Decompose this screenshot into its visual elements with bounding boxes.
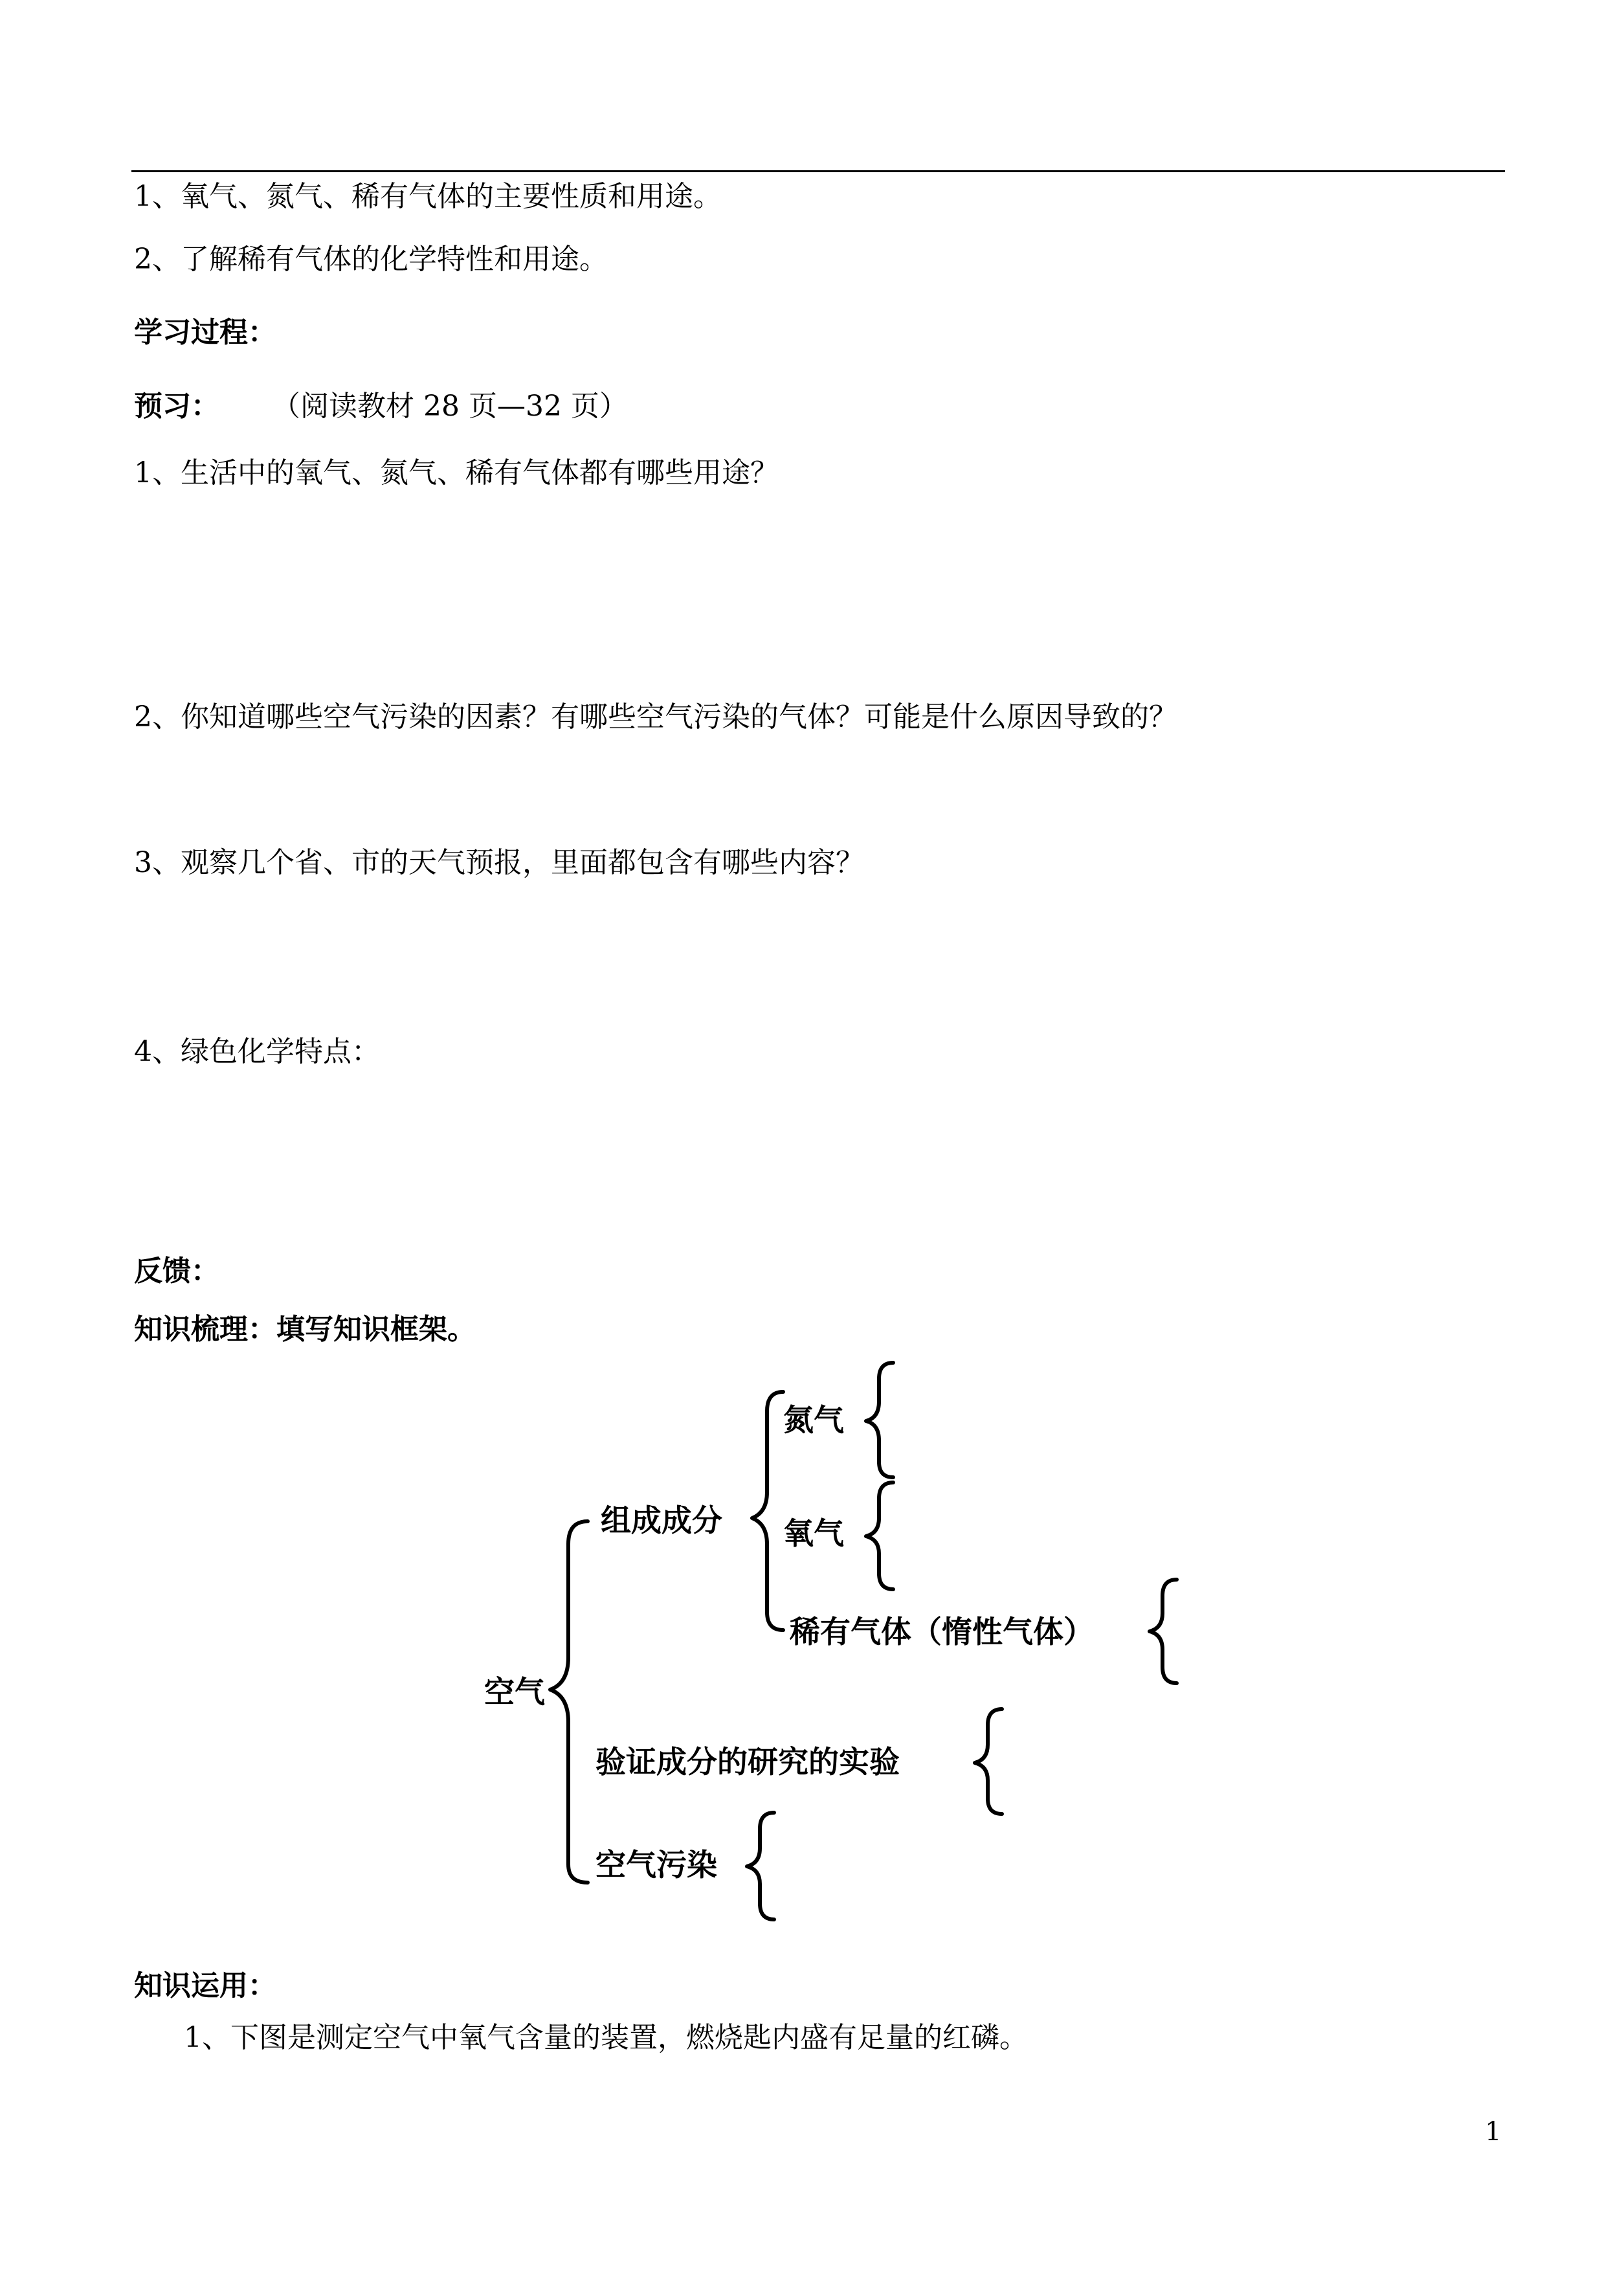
brace-verification <box>975 1709 1002 1814</box>
process-heading: 学习过程： <box>134 316 276 349</box>
brace-pollution <box>747 1813 774 1919</box>
preview-question-4: 4、绿色化学特点： <box>134 1035 380 1068</box>
framework-nitrogen: 氮气 <box>783 1403 844 1438</box>
preview-label: 预习： <box>134 390 219 423</box>
framework-composition: 组成成分 <box>601 1503 722 1539</box>
brace-composition <box>752 1392 783 1630</box>
framework-pollution: 空气污染 <box>595 1848 717 1883</box>
page-number: 1 <box>1485 2117 1502 2147</box>
brace-oxygen <box>866 1482 893 1589</box>
preview-question-1: 1、生活中的氧气、氮气、稀有气体都有哪些用途？ <box>134 456 779 489</box>
brace-rare-gas <box>1150 1580 1177 1683</box>
objective-1: 1、氧气、氮气、稀有气体的主要性质和用途。 <box>134 180 722 213</box>
application-item-1: 1、下图是测定空气中氧气含量的装置，燃烧匙内盛有足量的红磷。 <box>184 2021 1028 2054</box>
feedback-heading: 反馈： <box>134 1255 219 1288</box>
preview-question-3: 3、观察几个省、市的天气预报，里面都包含有哪些内容？ <box>134 846 864 879</box>
framework-rare-gas: 稀有气体（惰性气体） <box>790 1615 1094 1650</box>
application-heading: 知识运用： <box>134 1969 276 2002</box>
brace-root <box>550 1521 588 1883</box>
objective-2: 2、了解稀有气体的化学特性和用途。 <box>134 243 608 276</box>
preview-note: （阅读教材 28 页—32 页） <box>272 390 628 423</box>
preview-question-2: 2、你知道哪些空气污染的因素？有哪些空气污染的气体？可能是什么原因导致的？ <box>134 700 1177 733</box>
framework-oxygen: 氧气 <box>783 1516 844 1552</box>
brace-nitrogen <box>866 1363 893 1477</box>
framework-root: 空气 <box>484 1675 545 1710</box>
framework-verification: 验证成分的研究的实验 <box>595 1745 900 1780</box>
knowledge-sorting-heading: 知识梳理：填写知识框架。 <box>134 1313 476 1346</box>
